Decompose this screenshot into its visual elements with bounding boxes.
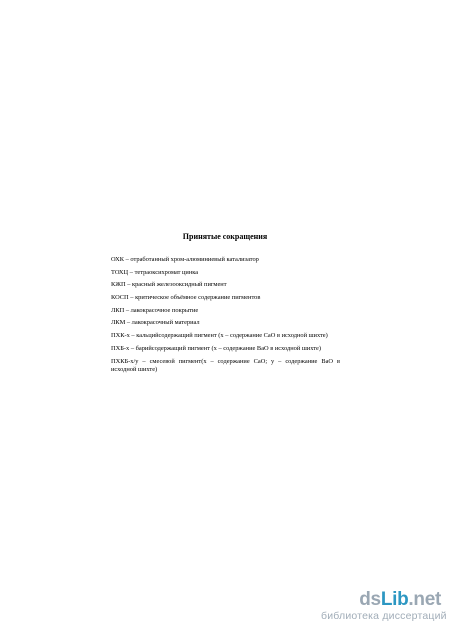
abbreviation-definition: отработанный хром-алюминиевый катализатор [130,256,259,263]
abbreviation-definition: красный железооксидный пигмент [132,281,227,289]
logo-part-lib: Lib [380,589,409,610]
list-item [111,332,340,340]
page-title: Принятые сокращения [182,232,268,241]
separator: – [129,332,137,340]
logo-part-ds: ds [359,589,381,610]
abbreviation-definition: барийсодержащий пигмент (x – содержание BaO в исходной шихте) [135,344,322,352]
abbreviation-definition: смесевой пигмент(x – содержание CaO; y – содержание BaO в исходной шихте) [111,357,340,373]
separator: – [129,344,136,352]
separator: – [124,306,131,314]
abbreviation-term: ЛКП [111,306,125,314]
abbreviation-term: ПХБ-x [111,344,130,352]
site-tagline: библиотека диссертаций [321,610,447,622]
site-logo [321,590,441,610]
list-item [111,294,340,302]
abbreviation-term: ОХК [111,256,124,263]
abbreviation-definition: критическое объёмное содержание пигментов [135,294,261,302]
separator: – [128,268,135,276]
logo-part-net: .net [408,589,441,610]
list-item [111,256,340,264]
separator: – [138,357,150,365]
abbreviation-list [111,256,340,378]
abbreviation-definition: лакокрасочный материал [131,319,200,327]
abbreviation-definition: кальцийсодержащий пигмент (x – содержание CaO в исходной шихте) [136,332,328,340]
abbreviation-definition: лакокрасочное покрытие [130,306,199,314]
list-item [111,358,340,374]
separator: – [125,319,132,327]
list-item [111,319,340,327]
abbreviation-term: ПХК-x [111,332,130,340]
list-item [111,307,340,315]
abbreviation-term: КЖП [111,281,126,289]
site-watermark [321,589,447,622]
abbreviation-definition: тетраоксихромат цинка [134,268,199,276]
separator: – [128,294,136,302]
separator: – [124,256,131,263]
abbreviation-term: ПХКБ-x/y [111,357,139,365]
abbreviation-term: ЛКМ [111,319,126,327]
list-item [111,345,340,353]
list-item [111,269,340,277]
separator: – [125,281,132,289]
list-item [111,281,340,289]
abbreviation-term: ТОХЦ [111,268,129,276]
abbreviation-term: КОСП [111,294,129,302]
